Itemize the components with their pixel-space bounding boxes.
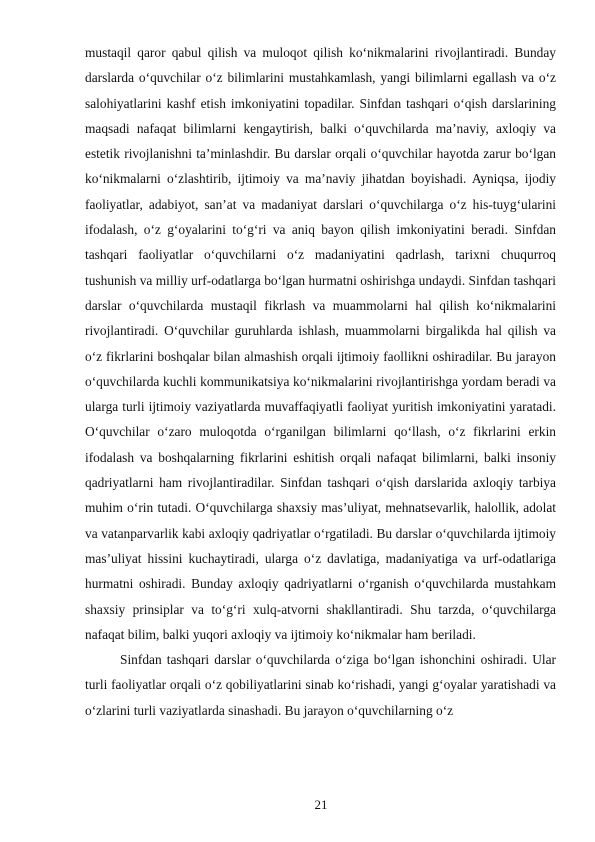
paragraph-continued: mustaqil qaror qabul qilish va muloqot qilish ko‘nikmalarini rivojlantiradi. Bunday darslarda o‘quvchilar o‘z bilimlarini mustahkamlash, yangi bilimlarni egallash va o‘z salohiyatlarini kashf etish imkoniyatini topadilar. Sinfdan tashqari o‘qish darslarining maqsadi nafaqat bilimlarni kengaytirish, balki o‘quvchilarda ma’naviy, axloqiy va estetik rivojlanishni ta’minlashdir. Bu darslar orqali o‘quvchilar hayotda zarur bo‘lgan ko‘nikmalarni o‘zlashtirib, ijtimoiy va ma’naviy jihatdan boyishadi. Ayniqsa, ijodiy faoliyatlar, adabiyot, san’at va madaniyat darslari o‘quvchilarga o‘z his-tuyg‘ularini ifodalash, o‘z g‘oyalarini to‘g‘ri va aniq bayon qilish imkoniyatini beradi. Sinfdan tashqari faoliyatlar o‘quvchilarni o‘z madaniyatini qadrlash, tarixni chuqurroq tushunish va milliy urf-odatlarga bo‘lgan hurmatni oshirishga undaydi. Sinfdan tashqari darslar o‘quvchilarda mustaqil fikrlash va muammolarni hal qilish ko‘nikmalarini rivojlantiradi. O‘quvchilar guruhlarda ishlash, muammolarni birgalikda hal qilish va o‘z fikrlarini boshqalar bilan almashish orqali ijtimoiy faollikni oshiradilar. Bu jarayon o‘quvchilarda kuchli kommunikatsiya ko‘nikmalarini rivojlantirishga yordam beradi va ularga turli ijtimoiy vaziyatlarda muvaffaqiyatli faoliyat yuritish imkoniyatini yaratadi. O‘quvchilar o‘zaro muloqotda o‘rganilgan bilimlarni qo‘llash, o‘z fikrlarini erkin ifodalash va boshqalarning fikrlarini eshitish orqali nafaqat bilimlarni, balki insoniy qadriyatlarni ham rivojlantiradilar. Sinfdan tashqari o‘qish darslarida axloqiy tarbiya muhim o‘rin tutadi. O‘quvchilarga shaxsiy mas’uliyat, mehnatsevarlik, halollik, adolat va vatanparvarlik kabi axloqiy qadriyatlar o‘rgatiladi. Bu darslar o‘quvchilarda ijtimoiy mas’uliyat hissini kuchaytiradi, ularga o‘z davlatiga, madaniyatiga va urf-odatlariga hurmatni oshiradi. Bunday axloqiy qadriyatlarni o‘rganish o‘quvchilarda mustahkam shaxsiy prinsiplar va to‘g‘ri xulq-atvorni shakllantiradi. Shu tarzda, o‘quvchilarga nafaqat bilim, balki yuqori axloqiy va ijtimoiy ko‘nikmalar ham beriladi. xyxy=(85,45,556,642)
body-text xyxy=(85,40,556,723)
page-number: 21 xyxy=(314,797,328,812)
paragraph: Sinfdan tashqari darslar o‘quvchilarda o‘ziga bo‘lgan ishonchini oshiradi. Ular turli faoliyatlar orqali o‘z qobiliyatlarini sinab ko‘rishadi, yangi g‘oyalar yaratishadi va o‘zlarini turli vaziyatlarda sinashadi. Bu jarayon o‘quvchilarning o‘z xyxy=(85,652,556,718)
